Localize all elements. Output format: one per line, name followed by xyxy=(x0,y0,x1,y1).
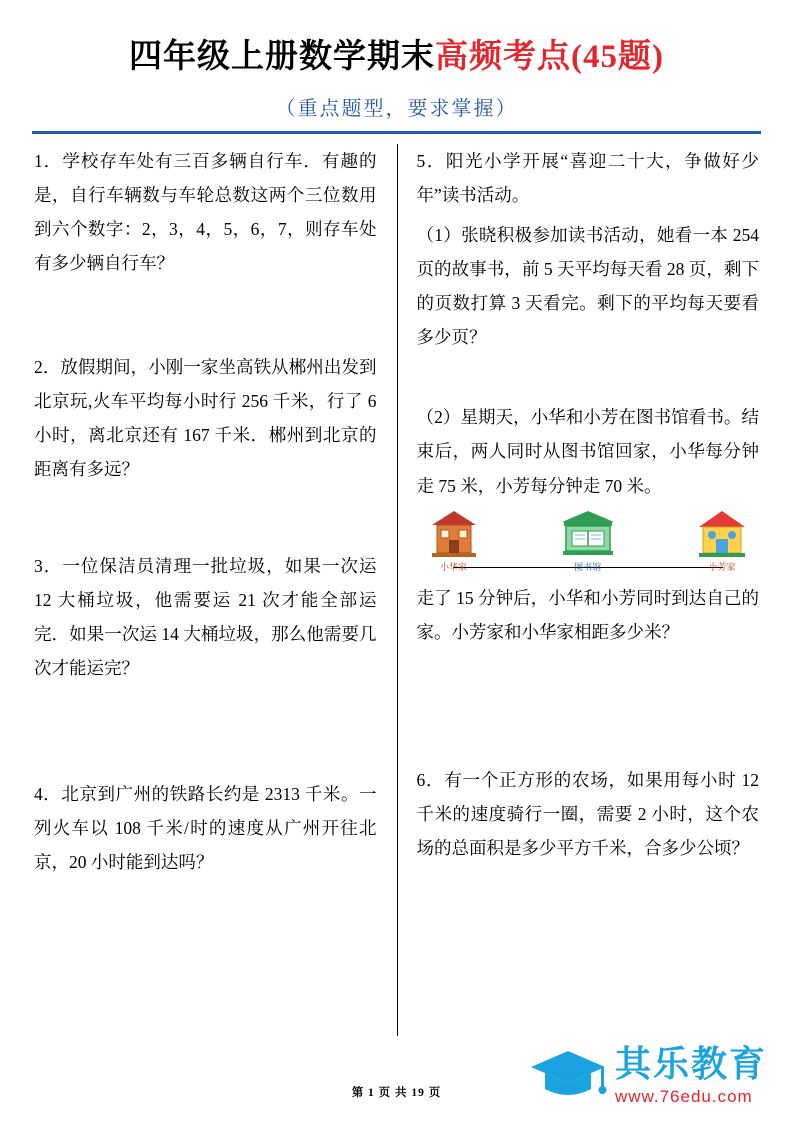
page-subtitle: （重点题型，要求掌握） xyxy=(275,97,518,120)
question-5-intro: 5．阳光小学开展“喜迎二十大，争做好少年”读书活动。 xyxy=(416,150,759,205)
question-4: 4．北京到广州的铁路长约是 2313 千米。一列火车以 108 千米/时的速度从广州开往北京，20 小时能到达吗？ xyxy=(34,784,377,873)
page-footer: 第 1 页 共 19 页 xyxy=(351,1087,442,1099)
illustration-xiaohua-home xyxy=(417,509,491,573)
content-columns xyxy=(28,144,765,1074)
question-3: 3．一位保洁员清理一批垃圾，如果一次运 12 大桶垃圾，他需要运 21 次才能全部运完．如果一次运 14 大桶垃圾，那么他需要几次才能运完？ xyxy=(34,555,377,678)
answer-space-5-2 xyxy=(417,655,760,703)
graduation-cap-icon xyxy=(529,1045,607,1105)
illustration-caption-1: 小华家 xyxy=(439,561,467,572)
question-5-1: （1）张晓积极参加读书活动，她看一本 254 页的故事书，前 5 天平均每天看 28 页，剩下的页数打算 3 天看完。剩下的平均每天要看多少页？ xyxy=(416,224,759,348)
question-5-2-top: （2）星期天，小华和小芳在图书馆看书。结束后，两人同时从图书馆回家，小华每分钟走 75 米，小芳每分钟走 70 米。 xyxy=(416,407,759,496)
title-divider-rule xyxy=(32,131,761,134)
brand-logo xyxy=(529,1038,767,1112)
page-title xyxy=(28,0,765,78)
question-5-2-bottom: 走了 15 分钟后，小华和小芳同时到达自己的家。小芳家和小华家相距多少米？ xyxy=(416,587,759,642)
illustration-caption-2: 图书馆 xyxy=(574,561,602,572)
library-icon xyxy=(560,509,616,559)
answer-space-extra xyxy=(417,703,760,763)
illustration-library xyxy=(551,509,625,573)
answer-space-3 xyxy=(34,691,377,777)
answer-space-2 xyxy=(34,493,377,549)
illustration-row xyxy=(417,509,760,579)
question-1: 1．学校存车处有三百多辆自行车．有趣的是，自行车辆数与车轮总数这两个三位数用到六个数字：2，3，4，5，6，7，则存车处有多少辆自行车？ xyxy=(34,150,377,273)
home-icon xyxy=(697,509,747,559)
left-column xyxy=(28,144,397,1074)
illustration-caption-3: 小芳家 xyxy=(708,561,736,572)
answer-space-1 xyxy=(34,286,377,350)
title-highlight-text: 高频考点(45题) xyxy=(435,39,664,75)
question-6: 6．有一个正方形的农场，如果用每小时 12 千米的速度骑行一圈，需要 2 小时，这个农场的总面积是多少平方千米，合多少公顷？ xyxy=(416,769,759,859)
question-2: 2．放假期间，小刚一家坐高铁从郴州出发到北京玩,火车平均每小时行 256 千米，行了 6 小时，离北京还有 167 千米．郴州到北京的距离有多远？ xyxy=(34,357,377,480)
brand-url: www.76edu.com xyxy=(614,1086,753,1106)
right-column xyxy=(397,144,766,1074)
answer-space-5-1 xyxy=(417,360,760,400)
column-divider xyxy=(397,144,398,1036)
brand-name: 其乐教育 xyxy=(614,1042,767,1084)
house-icon xyxy=(430,509,478,559)
title-main-text: 四年级上册数学期末 xyxy=(129,39,435,75)
illustration-xiaofang-home xyxy=(685,509,759,573)
